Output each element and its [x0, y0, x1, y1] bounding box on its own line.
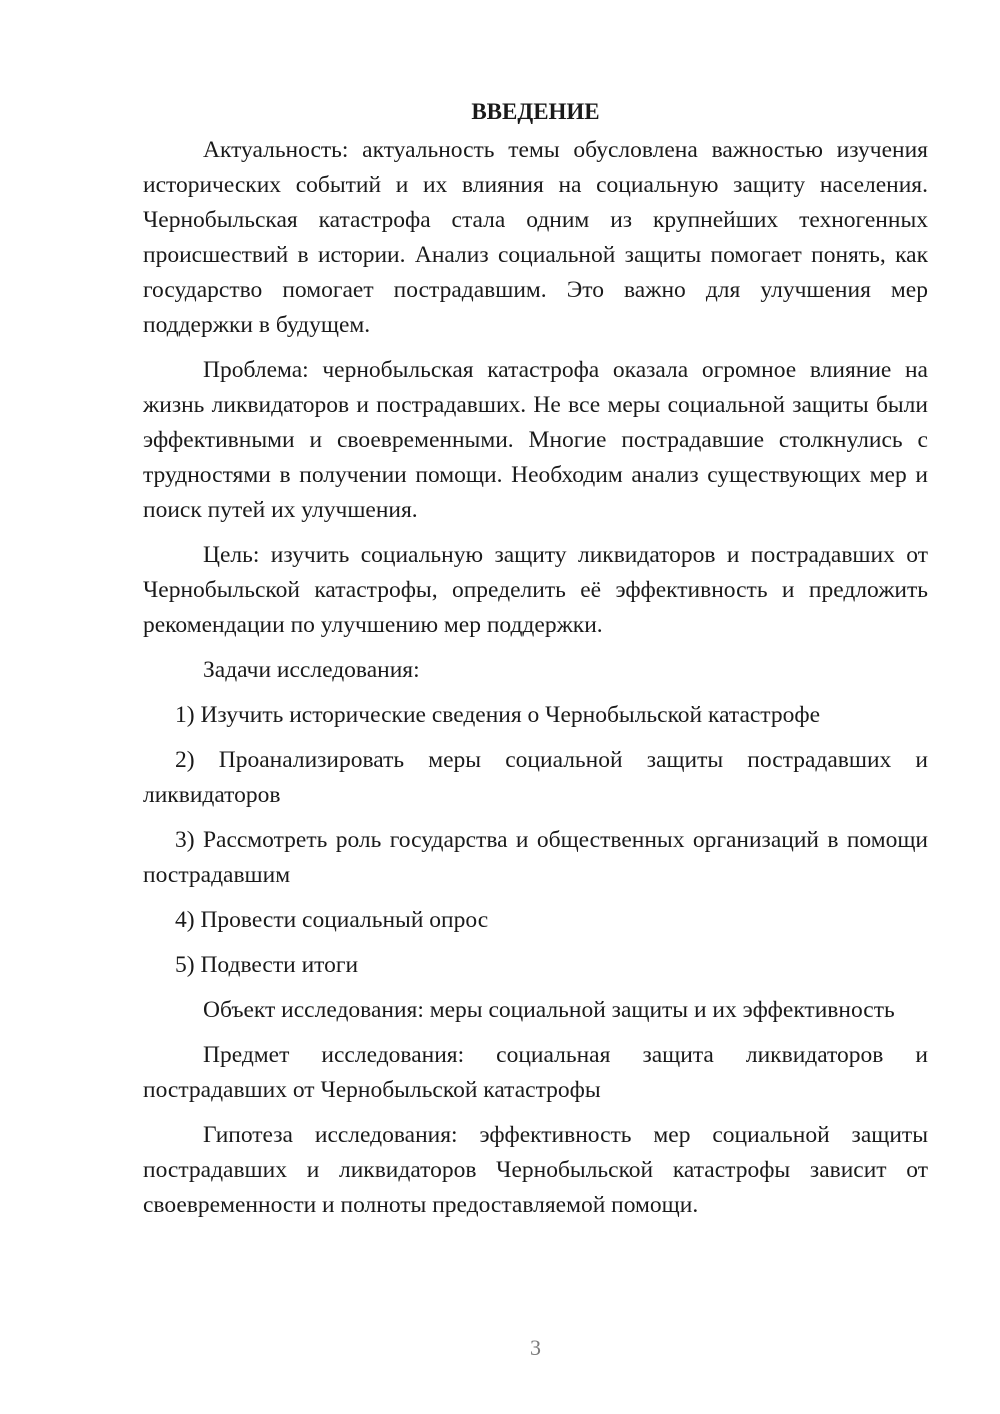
paragraph-relevance: Актуальность: актуальность темы обусловлена важностью изучения исторических событий и их влияния на социальную защиту населения. Чернобыльская катастрофа стала одним из крупнейших техногенных происшествий в истории. Анализ социальной защиты помогает понять, как государство помогает пострадавшим. Это важно для улучшения мер поддержки в будущем. [143, 137, 928, 338]
page-number: 3 [530, 1335, 541, 1360]
document-body [143, 94, 928, 1223]
task-item-4: 4) Провести социальный опрос [175, 907, 489, 933]
paragraph-subject: Предмет исследования: социальная защита ликвидаторов и пострадавших от Чернобыльской катастрофы [143, 1042, 928, 1103]
task-item-3: 3) Рассмотреть роль государства и общественных организаций в помощи пострадавшим [143, 827, 928, 888]
paragraph-tasks-intro: Задачи исследования: [203, 657, 420, 683]
paragraph-goal: Цель: изучить социальную защиту ликвидаторов и пострадавших от Чернобыльской катастрофы, определить её эффективность и предложить рекомендации по улучшению мер поддержки. [143, 542, 928, 638]
task-item-5: 5) Подвести итоги [175, 952, 359, 978]
paragraph-problem: Проблема: чернобыльская катастрофа оказала огромное влияние на жизнь ликвидаторов и пострадавших. Не все меры социальной защиты были эффективными и своевременными. Многие пострадавшие столкнулись с трудностями в получении помощи. Необходим анализ существующих мер и поиск путей их улучшения. [143, 357, 928, 523]
paragraph-hypothesis: Гипотеза исследования: эффективность мер социальной защиты пострадавших и ликвидаторов Чернобыльской катастрофы зависит от своевременности и полноты предоставляемой помощи. [143, 1122, 928, 1218]
paragraph-object: Объект исследования: меры социальной защиты и их эффективность [203, 997, 895, 1023]
task-item-1: 1) Изучить исторические сведения о Чернобыльской катастрофе [175, 702, 821, 728]
task-item-2: 2) Проанализировать меры социальной защиты пострадавших и ликвидаторов [143, 747, 928, 808]
page-title: ВВЕДЕНИЕ [471, 99, 600, 124]
